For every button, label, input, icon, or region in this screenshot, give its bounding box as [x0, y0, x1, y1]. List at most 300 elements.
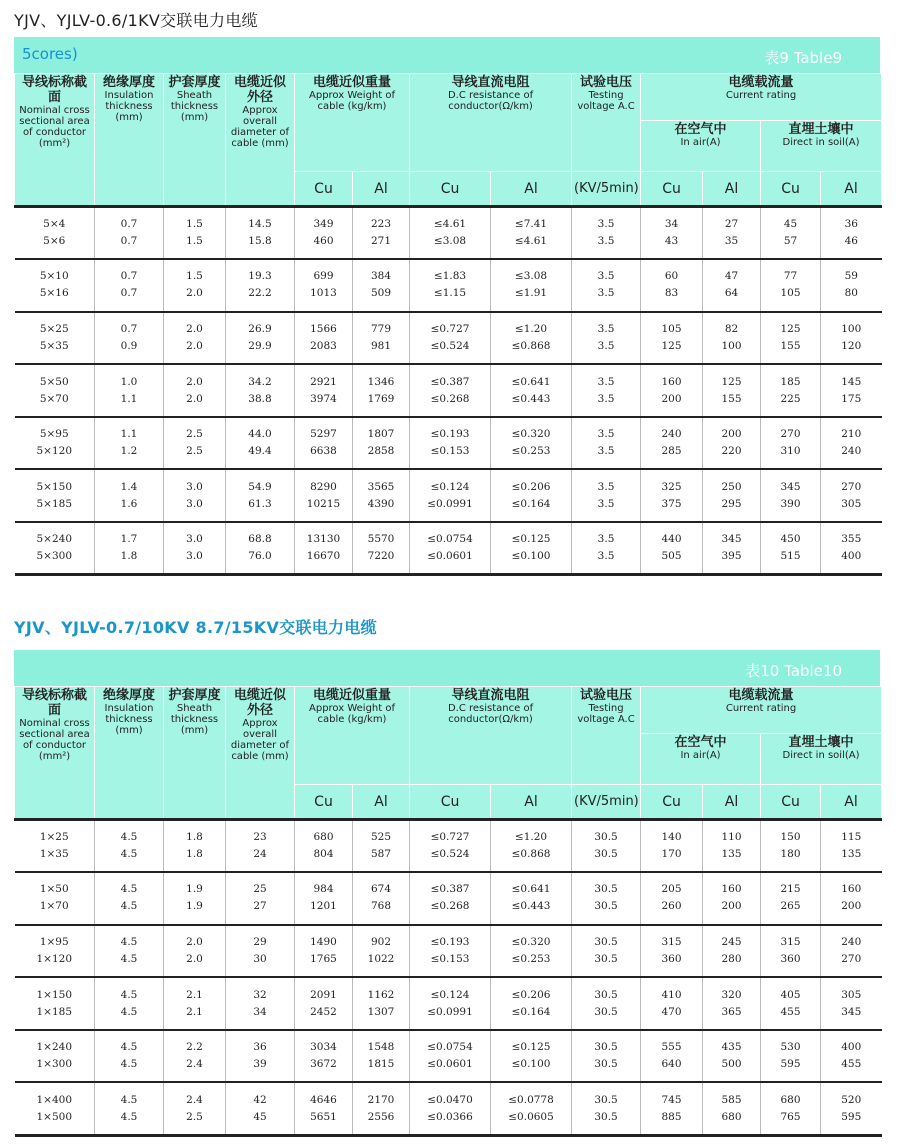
cell-value: 5570	[367, 533, 395, 546]
cell-value: 115	[841, 831, 862, 844]
cell-sheath	[164, 259, 226, 312]
cell-soil-al	[821, 417, 882, 470]
cell-value: 1013	[310, 287, 337, 300]
cell-value: 1×35	[39, 848, 69, 861]
cell-dia	[226, 312, 295, 365]
cell-value: 150	[780, 831, 801, 844]
cell-value: ≤0.0601	[427, 550, 473, 563]
cell-value: 1×70	[39, 900, 69, 913]
header-in-soil-zh: 直埋土壤中	[788, 122, 854, 137]
cell-value: 500	[721, 1058, 742, 1071]
cell-value: 3.5	[597, 392, 615, 405]
table-row	[15, 1082, 882, 1135]
cell-value: 1490	[310, 935, 337, 948]
cell-value: ≤0.164	[511, 1005, 551, 1018]
cell-sheath	[164, 820, 226, 873]
cell-value: 0.7	[120, 235, 138, 248]
cell-w-cu	[295, 469, 353, 522]
cell-value: 384	[370, 270, 392, 283]
cell-air-cu	[641, 469, 703, 522]
cell-value: 3.5	[597, 339, 615, 352]
cell-value: 1.8	[120, 550, 138, 563]
cell-r-al	[491, 469, 572, 522]
cell-ins	[95, 417, 164, 470]
cell-w-al	[353, 820, 410, 873]
cell-r-al	[491, 977, 572, 1030]
cell-value: 699	[313, 270, 334, 283]
cell-value: 295	[721, 497, 742, 510]
cell-kv	[572, 977, 641, 1030]
cell-value: 170	[661, 848, 682, 861]
header-row-1	[15, 74, 882, 121]
cell-air-cu	[641, 522, 703, 575]
header-insulation-en: Insulation thickness (mm)	[104, 703, 154, 736]
cell-value: 395	[721, 550, 742, 563]
cell-value: 345	[780, 480, 801, 493]
cell-value: 6638	[310, 445, 337, 458]
cell-value: ≤3.08	[433, 235, 467, 248]
cell-value: 2170	[367, 1093, 395, 1106]
cell-value: 674	[370, 883, 392, 896]
cell-w-cu	[295, 1082, 353, 1135]
cell-size	[15, 977, 95, 1030]
cell-value: 200	[841, 900, 862, 913]
cell-value: 3974	[310, 392, 337, 405]
cell-value: 680	[721, 1110, 742, 1123]
unit-air-al: Al	[703, 785, 761, 820]
header-diameter	[226, 74, 295, 207]
cell-value: 1.8	[186, 831, 203, 844]
cell-value: 30.5	[594, 1058, 618, 1071]
cell-value: ≤0.206	[511, 988, 551, 1001]
cell-ins	[95, 1030, 164, 1083]
cell-soil-al	[821, 364, 882, 417]
cell-w-cu	[295, 259, 353, 312]
cell-w-al	[353, 872, 410, 925]
cell-value: 175	[841, 392, 862, 405]
cell-value: 455	[841, 1058, 862, 1071]
cell-soil-cu	[761, 1030, 821, 1083]
cell-w-cu	[295, 522, 353, 575]
unit-air-al: Al	[703, 172, 761, 207]
cell-value: ≤0.387	[430, 375, 470, 388]
cell-size	[15, 417, 95, 470]
cell-value: 3.5	[597, 235, 615, 248]
cell-ins	[95, 977, 164, 1030]
cell-value: 105	[661, 322, 682, 335]
cell-value: 5×4	[43, 218, 66, 231]
cell-soil-cu	[761, 1082, 821, 1135]
cell-value: 240	[841, 935, 862, 948]
cell-value: ≤0.443	[511, 392, 551, 405]
cell-value: 140	[661, 831, 682, 844]
table10-label: 表10 Table10	[745, 662, 842, 680]
cell-value: 1.1	[120, 392, 138, 405]
cell-value: 360	[661, 952, 682, 965]
cell-value: 410	[661, 988, 682, 1001]
cell-r-cu	[410, 925, 491, 978]
cell-soil-cu	[761, 469, 821, 522]
cell-value: ≤3.08	[514, 270, 548, 283]
cell-value: 3.5	[597, 550, 615, 563]
cell-value: 2.4	[186, 1093, 203, 1106]
cell-size	[15, 1082, 95, 1135]
cell-value: 1815	[367, 1058, 395, 1071]
cell-value: 200	[721, 900, 742, 913]
cell-air-cu	[641, 872, 703, 925]
header-sheath-en: Sheath thickness (mm)	[170, 90, 219, 123]
cell-value: 82	[724, 322, 739, 335]
cell-value: 32	[253, 988, 267, 1001]
table-row	[15, 925, 882, 978]
cell-air-cu	[641, 207, 703, 260]
cell-r-al	[491, 1082, 572, 1135]
header-resistance-en: D.C resistance of conductor(Ω/km)	[447, 703, 534, 725]
cell-value: 23	[253, 831, 267, 844]
unit-weight-cu: Cu	[295, 172, 353, 207]
cell-value: 0.7	[120, 287, 138, 300]
cell-value: 44.0	[248, 428, 272, 441]
header-weight	[295, 687, 410, 785]
cell-value: 39	[253, 1058, 267, 1071]
table-row	[15, 977, 882, 1030]
cell-value: 100	[841, 322, 862, 335]
unit-resist-al: Al	[491, 172, 572, 207]
cell-dia	[226, 207, 295, 260]
header-current-rating-en: Current rating	[725, 90, 797, 101]
cell-value: 270	[780, 428, 801, 441]
header-conductor-area	[15, 74, 95, 207]
cell-value: 5×70	[39, 392, 69, 405]
unit-soil-cu: Cu	[761, 172, 821, 207]
cell-value: ≤1.20	[514, 831, 548, 844]
cell-air-al	[703, 417, 761, 470]
cell-r-cu	[410, 872, 491, 925]
cell-value: 3.5	[597, 287, 615, 300]
cell-value: 1.0	[120, 375, 138, 388]
cell-air-cu	[641, 1030, 703, 1083]
cell-value: 34	[664, 218, 679, 231]
cell-value: 2.0	[186, 392, 203, 405]
header-current-rating-en: Current rating	[725, 703, 797, 714]
cell-value: 100	[721, 339, 742, 352]
cell-value: 585	[721, 1093, 742, 1106]
cell-value: 315	[661, 935, 682, 948]
header-diameter	[226, 687, 295, 820]
cell-value: 981	[370, 339, 392, 352]
cell-value: 22.2	[248, 287, 272, 300]
cell-value: 68.8	[248, 533, 272, 546]
cell-value: ≤0.387	[430, 883, 470, 896]
cell-air-cu	[641, 364, 703, 417]
cell-kv	[572, 1082, 641, 1135]
cell-dia	[226, 469, 295, 522]
cell-value: 3672	[310, 1058, 337, 1071]
cell-value: 3.5	[597, 322, 615, 335]
cell-value: 36	[253, 1041, 267, 1054]
cell-value: 2.0	[186, 935, 203, 948]
cell-value: 3.0	[186, 550, 203, 563]
cell-dia	[226, 364, 295, 417]
cell-value: 4390	[367, 497, 395, 510]
cell-value: 530	[780, 1041, 801, 1054]
cell-value: 30.5	[594, 1041, 618, 1054]
cell-value: 4.5	[120, 1110, 138, 1123]
cell-value: 5×150	[36, 480, 73, 493]
cell-dia	[226, 925, 295, 978]
cell-value: 1307	[367, 1005, 395, 1018]
cell-soil-al	[821, 207, 882, 260]
cell-value: ≤0.0366	[427, 1110, 473, 1123]
cell-value: 160	[841, 883, 862, 896]
cell-value: ≤0.0605	[508, 1110, 554, 1123]
cell-value: 4.5	[120, 988, 138, 1001]
unit-air-cu: Cu	[641, 785, 703, 820]
header-insulation	[95, 687, 164, 820]
cell-value: 1×300	[36, 1058, 73, 1071]
cell-value: 35	[724, 235, 739, 248]
cell-kv	[572, 1030, 641, 1083]
cell-value: 19.3	[248, 270, 272, 283]
cell-value: 30.5	[594, 883, 618, 896]
cell-ins	[95, 1082, 164, 1135]
cell-size	[15, 312, 95, 365]
cell-value: 5×6	[43, 235, 66, 248]
cell-value: 595	[780, 1058, 801, 1071]
cell-sheath	[164, 364, 226, 417]
header-in-air-zh: 在空气中	[674, 122, 727, 137]
section1-banner	[14, 37, 880, 73]
cell-value: 3.0	[186, 480, 203, 493]
cell-ins	[95, 820, 164, 873]
cell-value: 5651	[310, 1110, 337, 1123]
cell-r-cu	[410, 417, 491, 470]
cell-value: ≤0.0601	[427, 1058, 473, 1071]
cell-r-al	[491, 259, 572, 312]
header-diameter-zh: 电缆近似外径	[233, 75, 286, 105]
header-conductor-area-zh: 导线标称截面	[21, 75, 87, 105]
cell-value: 5×185	[36, 497, 73, 510]
cell-w-al	[353, 977, 410, 1030]
table-row	[15, 364, 882, 417]
cell-value: ≤0.125	[511, 533, 551, 546]
cell-value: 30.5	[594, 952, 618, 965]
cell-soil-al	[821, 1030, 882, 1083]
cell-air-al	[703, 259, 761, 312]
cell-value: 1.7	[120, 533, 138, 546]
cell-value: 36	[844, 218, 858, 231]
cell-value: 185	[780, 375, 801, 388]
cell-value: 779	[370, 322, 392, 335]
cell-ins	[95, 207, 164, 260]
cell-value: 2.5	[186, 428, 203, 441]
cell-value: 1022	[367, 952, 395, 965]
header-test-voltage-zh: 试验电压	[580, 75, 633, 90]
header-conductor-area-en: Nominal cross sectional area of conductor (mm²)	[19, 105, 90, 149]
cell-value: 26.9	[248, 322, 272, 335]
cell-kv	[572, 312, 641, 365]
cell-r-al	[491, 522, 572, 575]
header-in-air	[641, 121, 761, 172]
cell-value: 375	[661, 497, 682, 510]
cell-value: ≤0.268	[430, 392, 470, 405]
cell-value: 5×50	[39, 375, 69, 388]
cell-value: 305	[841, 988, 862, 1001]
cell-soil-al	[821, 977, 882, 1030]
cell-value: 77	[783, 270, 798, 283]
cell-r-cu	[410, 977, 491, 1030]
unit-weight-al: Al	[353, 785, 410, 820]
cell-w-cu	[295, 977, 353, 1030]
header-in-air-en: In air(A)	[680, 137, 721, 148]
cell-value: 27	[724, 218, 739, 231]
cell-air-cu	[641, 820, 703, 873]
cell-soil-cu	[761, 417, 821, 470]
cell-value: 14.5	[248, 218, 272, 231]
cell-value: ≤0.641	[511, 375, 551, 388]
cell-value: 3034	[310, 1041, 337, 1054]
header-insulation-zh: 绝缘厚度	[102, 688, 155, 703]
cell-soil-cu	[761, 364, 821, 417]
header-resistance-en: D.C resistance of conductor(Ω/km)	[447, 90, 534, 112]
cell-value: 265	[780, 900, 801, 913]
header-resistance	[410, 74, 572, 172]
cell-w-cu	[295, 364, 353, 417]
cell-r-cu	[410, 469, 491, 522]
cell-value: 2.1	[186, 1005, 203, 1018]
cell-value: 455	[780, 1005, 801, 1018]
header-current-rating-zh: 电缆载流量	[728, 688, 794, 703]
cell-w-al	[353, 417, 410, 470]
cell-dia	[226, 1082, 295, 1135]
cell-w-cu	[295, 872, 353, 925]
cell-dia	[226, 1030, 295, 1083]
unit-weight-al: Al	[353, 172, 410, 207]
cell-value: 2.0	[186, 375, 203, 388]
cell-value: ≤0.320	[511, 428, 551, 441]
cell-value: 1.5	[186, 218, 203, 231]
cell-r-al	[491, 820, 572, 873]
header-weight	[295, 74, 410, 172]
cell-value: 225	[780, 392, 801, 405]
cell-r-al	[491, 925, 572, 978]
cell-value: 1×50	[39, 883, 69, 896]
cell-size	[15, 364, 95, 417]
header-diameter-en: Approx overall diameter of cable (mm)	[230, 718, 290, 762]
cell-w-cu	[295, 1030, 353, 1083]
header-test-voltage	[572, 687, 641, 785]
cell-value: 155	[780, 339, 801, 352]
cell-value: ≤1.20	[514, 322, 548, 335]
cell-kv	[572, 417, 641, 470]
cell-value: 2.1	[186, 988, 203, 1001]
cell-value: 223	[370, 218, 392, 231]
cell-value: 180	[780, 848, 801, 861]
cell-value: 349	[313, 218, 334, 231]
cell-value: 25	[253, 883, 267, 896]
cell-dia	[226, 820, 295, 873]
cell-value: 365	[721, 1005, 742, 1018]
cell-value: 345	[721, 533, 742, 546]
cell-size	[15, 820, 95, 873]
cell-value: 245	[721, 935, 742, 948]
header-insulation-en: Insulation thickness (mm)	[104, 90, 154, 123]
cell-value: 5×10	[39, 270, 69, 283]
cell-value: 5×25	[39, 322, 69, 335]
cell-kv	[572, 207, 641, 260]
cell-soil-cu	[761, 820, 821, 873]
cell-r-al	[491, 872, 572, 925]
cell-value: ≤4.61	[433, 218, 467, 231]
cell-value: ≤0.253	[511, 445, 551, 458]
cell-r-cu	[410, 207, 491, 260]
cell-value: ≤7.41	[514, 218, 548, 231]
cell-soil-cu	[761, 259, 821, 312]
cell-value: 2.0	[186, 287, 203, 300]
cell-value: 1.9	[186, 883, 203, 896]
cell-soil-al	[821, 312, 882, 365]
cell-ins	[95, 364, 164, 417]
unit-resist-cu: Cu	[410, 785, 491, 820]
cell-kv	[572, 820, 641, 873]
header-in-air	[641, 734, 761, 785]
cell-value: 509	[370, 287, 392, 300]
cell-value: 10215	[306, 497, 341, 510]
cell-value: 120	[841, 339, 862, 352]
cell-value: 768	[370, 900, 392, 913]
cell-value: 1769	[367, 392, 395, 405]
cell-r-al	[491, 207, 572, 260]
cell-value: 1.6	[120, 497, 138, 510]
cell-value: 15.8	[248, 235, 272, 248]
cell-dia	[226, 522, 295, 575]
cell-value: ≤0.320	[511, 935, 551, 948]
header-weight-zh: 电缆近似重量	[313, 688, 392, 703]
cell-value: ≤0.0991	[427, 497, 473, 510]
table-row	[15, 469, 882, 522]
cell-value: 320	[721, 988, 742, 1001]
unit-soil-al: Al	[821, 172, 882, 207]
cell-soil-al	[821, 469, 882, 522]
cell-air-cu	[641, 977, 703, 1030]
cell-value: 4.5	[120, 1058, 138, 1071]
cell-air-al	[703, 1082, 761, 1135]
header-sheath	[164, 687, 226, 820]
cell-value: 30.5	[594, 1110, 618, 1123]
cell-value: 83	[664, 287, 679, 300]
cell-value: 2.0	[186, 322, 203, 335]
cell-value: 1765	[310, 952, 337, 965]
cell-soil-al	[821, 1082, 882, 1135]
cell-value: 1×185	[36, 1005, 73, 1018]
cell-value: 270	[841, 480, 862, 493]
header-in-soil-en: Direct in soil(A)	[782, 137, 860, 148]
header-diameter-en: Approx overall diameter of cable (mm)	[230, 105, 290, 149]
cell-value: 1162	[367, 988, 395, 1001]
cell-value: 57	[783, 235, 798, 248]
cell-w-cu	[295, 207, 353, 260]
cell-value: ≤0.0754	[427, 533, 473, 546]
cell-value: 54.9	[248, 480, 272, 493]
cell-value: 59	[844, 270, 858, 283]
header-current-rating	[641, 74, 882, 121]
cell-value: ≤0.641	[511, 883, 551, 896]
cell-size	[15, 207, 95, 260]
cell-air-al	[703, 312, 761, 365]
header-in-soil	[761, 734, 882, 785]
cell-value: 45	[253, 1110, 267, 1123]
header-row-1	[15, 687, 882, 734]
